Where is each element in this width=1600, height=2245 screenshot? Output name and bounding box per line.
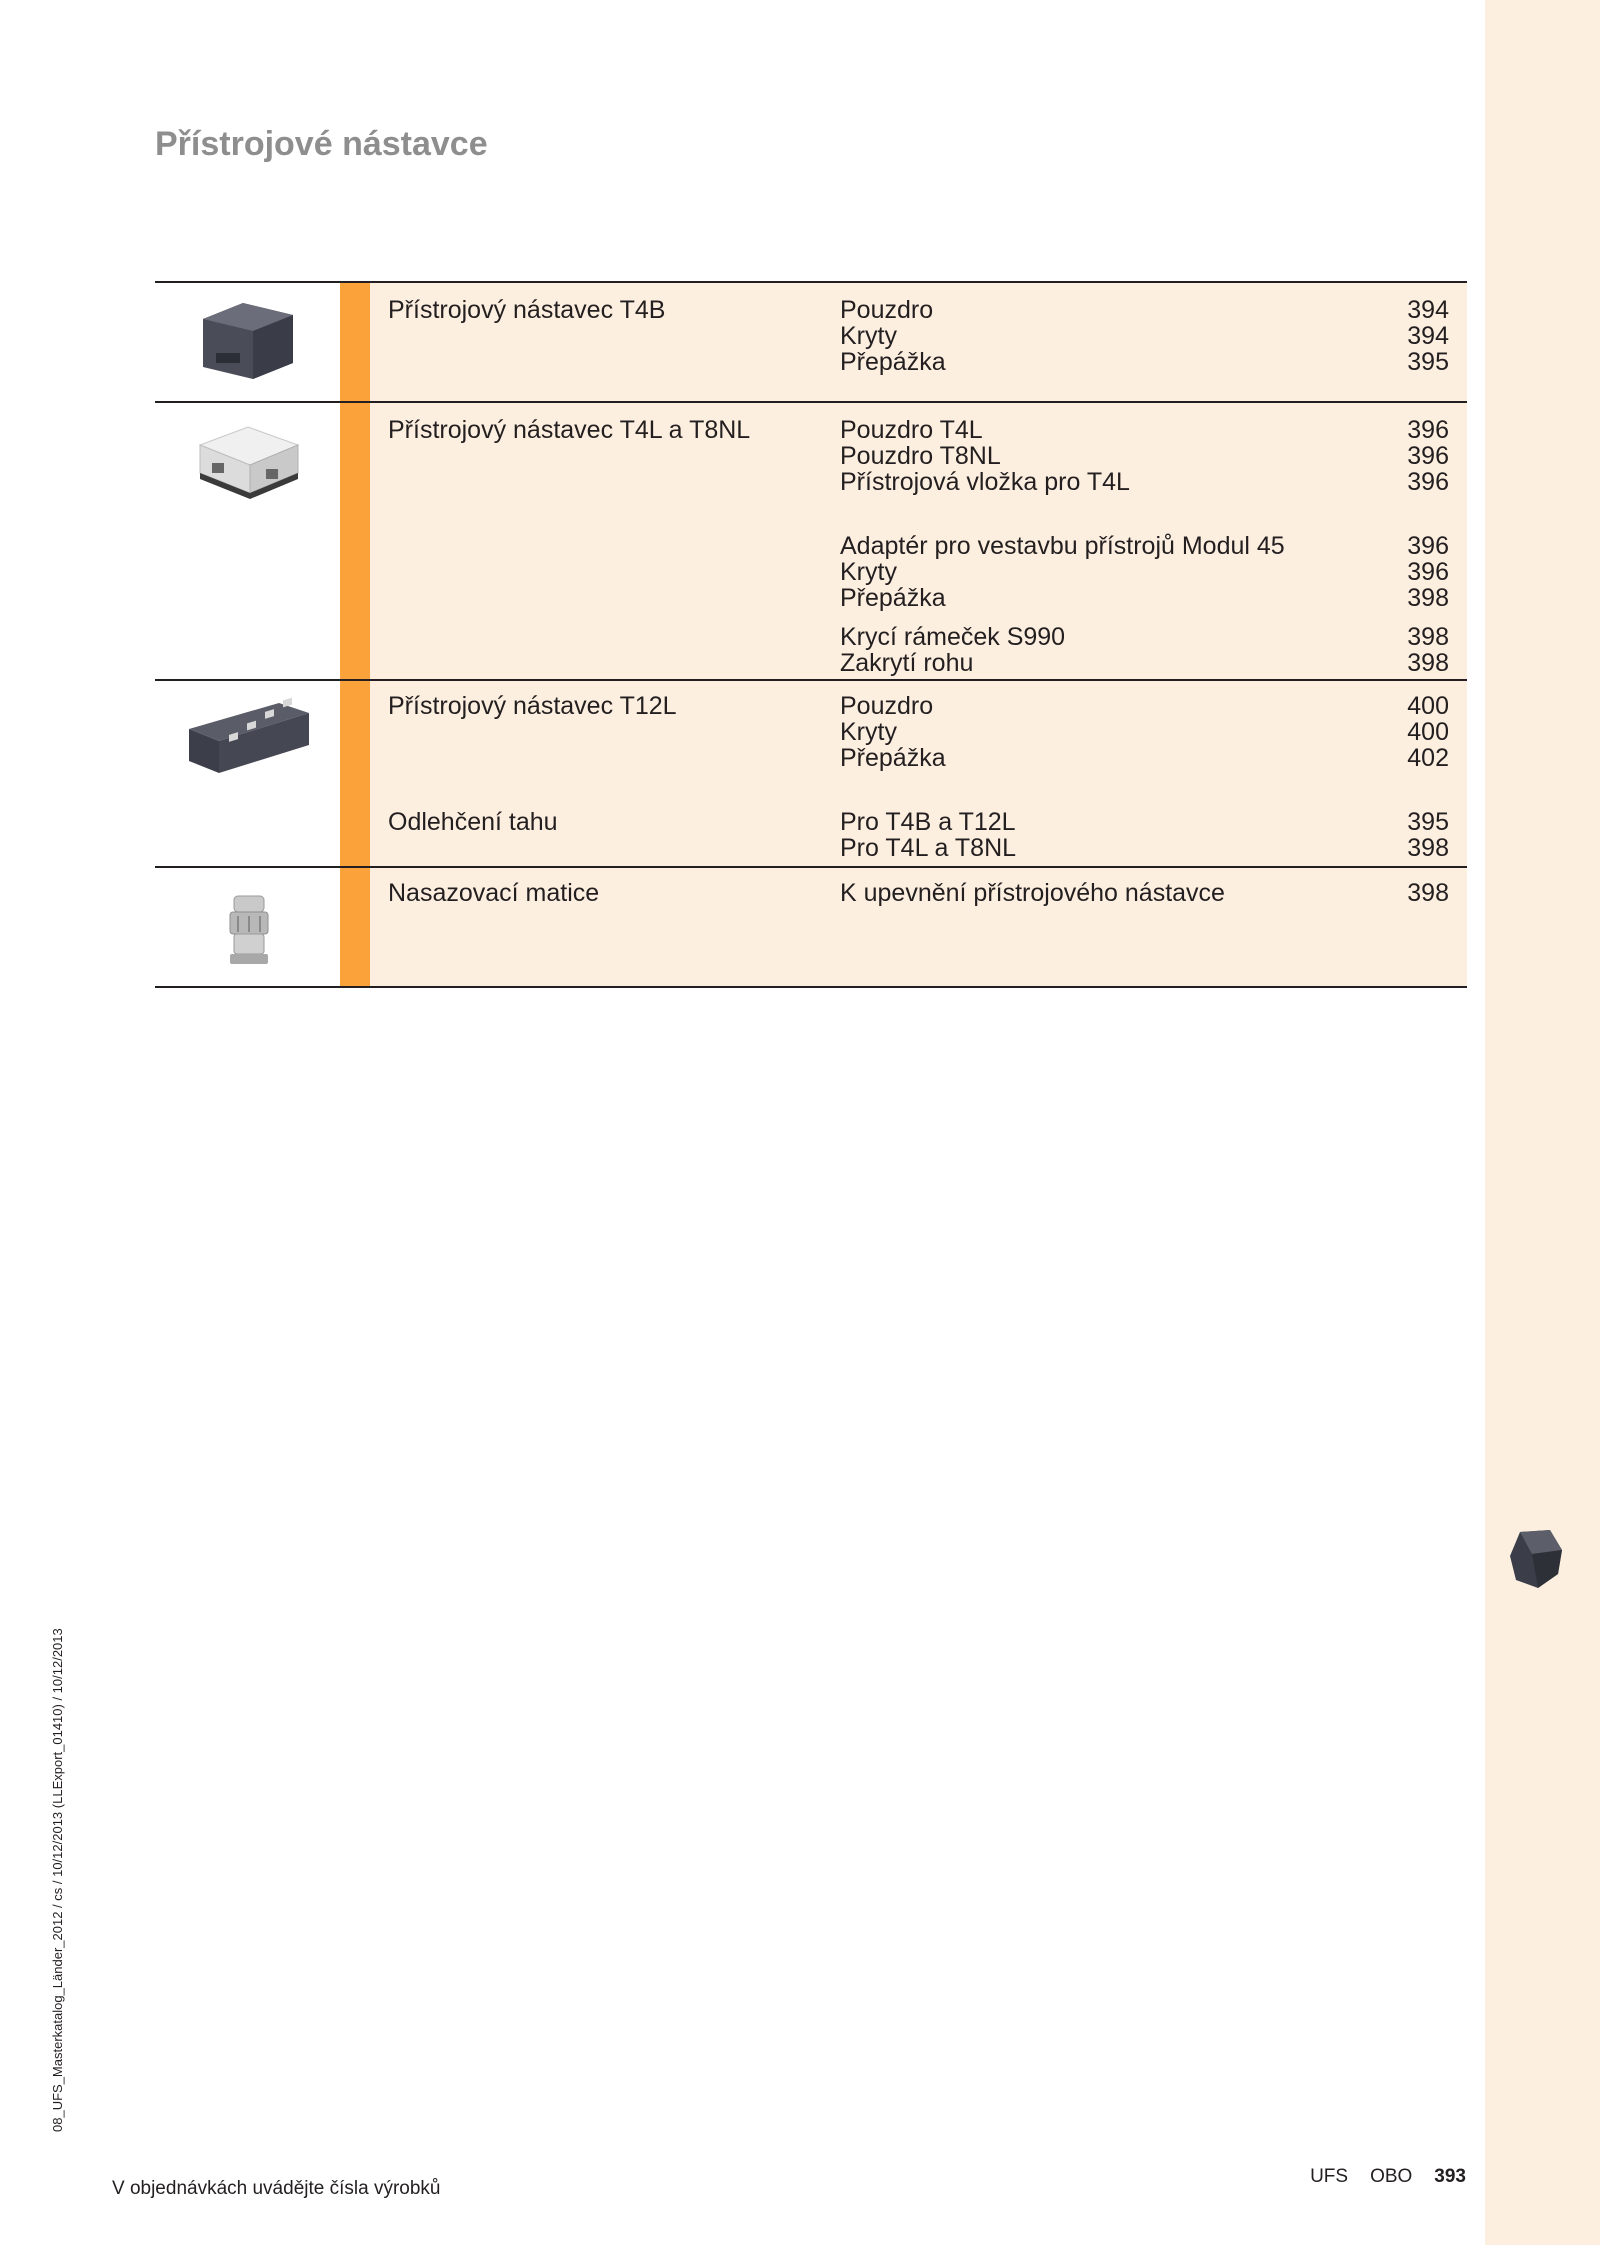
item-list: [840, 624, 1065, 676]
footer-right: [1310, 2166, 1466, 2188]
product-group-t4b: [155, 281, 1467, 401]
page-ref: 396: [1407, 442, 1449, 470]
product-name: Přístrojový nástavec T12L: [388, 692, 677, 720]
accent-bar: [340, 681, 370, 866]
item-list: [840, 809, 1016, 861]
product-image-cell: [155, 868, 340, 986]
item-line: Přepážka: [840, 744, 946, 772]
page-ref: 402: [1407, 744, 1449, 772]
item-line: Kryty: [840, 322, 897, 350]
item-line: Kryty: [840, 718, 897, 746]
item-line: Přepážka: [840, 348, 946, 376]
product-image-cell: [155, 283, 340, 401]
group-content: [370, 283, 1467, 401]
product-t4b-box-icon: [188, 291, 308, 401]
item-list: [840, 880, 1225, 906]
item-list: [840, 417, 1130, 495]
product-name: Nasazovací matice: [388, 879, 600, 907]
page-ref: 396: [1407, 532, 1449, 560]
product-group-t12l: [155, 679, 1467, 866]
item-line: Adaptér pro vestavbu přístrojů Modul 45: [840, 532, 1285, 560]
accent-bar: [340, 868, 370, 986]
catalog-table: [155, 281, 1467, 988]
accent-bar: [340, 403, 370, 679]
product-group-t4l-t8nl: [155, 401, 1467, 679]
item-line: Krycí rámeček S990: [840, 623, 1066, 651]
item-line: Pro T4B a T12L: [840, 808, 1016, 836]
vertical-meta-text: 08_UFS_Masterkatalog_Länder_2012 / cs / 10/12/2013 (LLExport_01410) / 10/12/2013: [50, 1628, 65, 2132]
page-ref: 398: [1407, 649, 1449, 677]
item-list: [840, 533, 1285, 611]
right-sidebar-band: [1485, 0, 1600, 2245]
page-number: 393: [1434, 2166, 1466, 2187]
page-ref: 398: [1407, 834, 1449, 862]
item-line: Přístrojová vložka pro T4L: [840, 468, 1130, 496]
page-ref-list: [1407, 297, 1449, 375]
page-ref-list: [1407, 693, 1449, 771]
product-nut-icon: [208, 876, 288, 986]
product-name: Přístrojový nástavec T4B: [388, 296, 666, 324]
item-line: Kryty: [840, 558, 897, 586]
item-line: Pouzdro: [840, 296, 934, 324]
product-name: Odlehčení tahu: [388, 808, 558, 836]
item-list: [840, 297, 946, 375]
item-line: Pouzdro: [840, 692, 934, 720]
page-title: Přístrojové nástavce: [155, 125, 488, 163]
page-ref: 396: [1407, 416, 1449, 444]
footer-brand: UFS: [1310, 2166, 1349, 2187]
product-t4l-box-icon: [188, 411, 308, 521]
product-image-cell: [155, 681, 340, 866]
product-group-matice: [155, 866, 1467, 988]
group-content: [370, 868, 1467, 986]
item-line: Přepážka: [840, 584, 946, 612]
page-ref: 398: [1407, 879, 1449, 907]
page-ref-list: [1407, 809, 1449, 861]
footer-note: V objednávkách uvádějte čísla výrobků: [112, 2178, 441, 2199]
accent-bar: [340, 283, 370, 401]
group-content: [370, 403, 1467, 679]
page-ref: 394: [1407, 296, 1449, 324]
page-ref-list: [1407, 417, 1449, 495]
item-list: [840, 693, 946, 771]
page-ref: 398: [1407, 584, 1449, 612]
group-content: [370, 681, 1467, 866]
item-line: Zakrytí rohu: [840, 649, 974, 677]
footer-company: OBO: [1370, 2166, 1413, 2187]
page-ref-list: [1407, 533, 1449, 611]
page-ref: 395: [1407, 808, 1449, 836]
item-line: K upevnění přístrojového nástavce: [840, 879, 1225, 907]
product-name: Přístrojový nástavec T4L a T8NL: [388, 416, 751, 444]
item-line: Pouzdro T8NL: [840, 442, 1001, 470]
page-ref-list: [1407, 624, 1449, 676]
page-ref: 398: [1407, 623, 1449, 651]
page-ref: 396: [1407, 558, 1449, 586]
page-ref: 400: [1407, 692, 1449, 720]
product-image-cell: [155, 403, 340, 679]
page-ref: 396: [1407, 468, 1449, 496]
page-ref: 395: [1407, 348, 1449, 376]
page-ref: 394: [1407, 322, 1449, 350]
page-ref: 400: [1407, 718, 1449, 746]
chapter-box-icon: [1508, 1528, 1564, 1590]
item-line: Pro T4L a T8NL: [840, 834, 1017, 862]
page-ref-list: [1407, 880, 1449, 906]
item-line: Pouzdro T4L: [840, 416, 983, 444]
product-t12l-box-icon: [183, 689, 313, 789]
